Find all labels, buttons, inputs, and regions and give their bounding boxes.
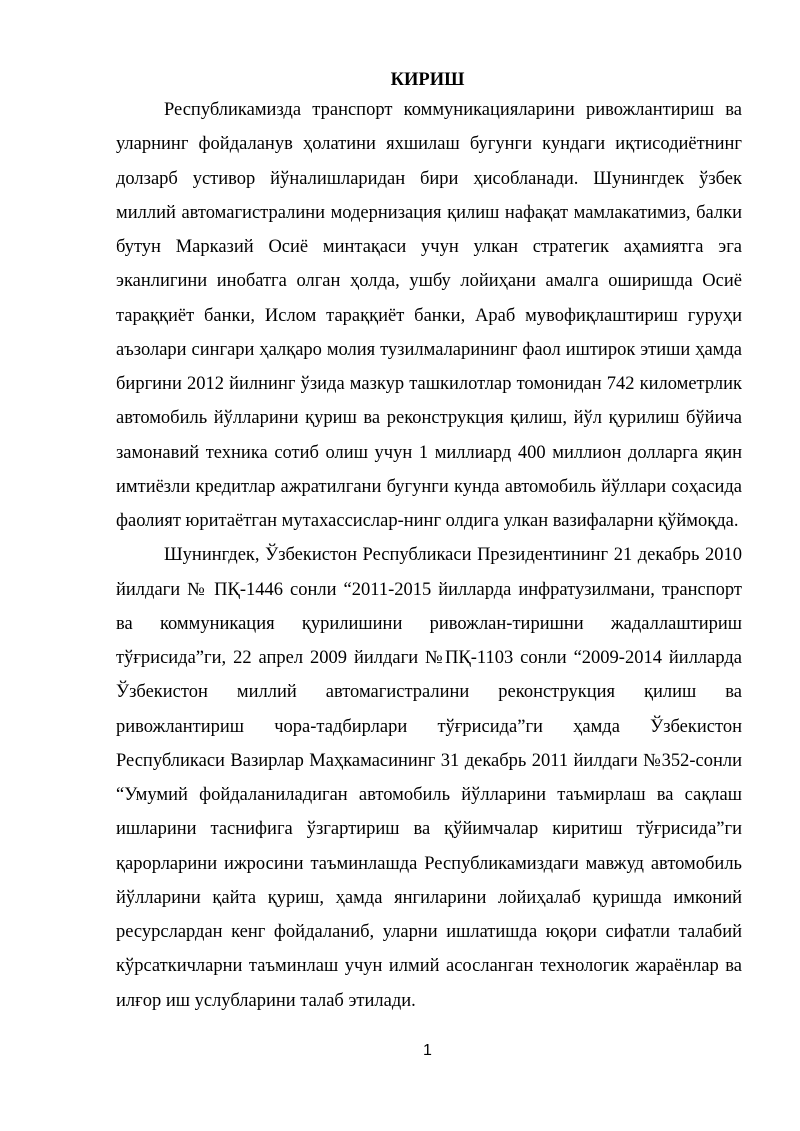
- page-number: 1: [423, 1042, 432, 1059]
- paragraph-1: Республикамизда транспорт коммуникацияларини ривожлантириш ва уларнинг фойдаланув ҳолатини яхшилаш бугунги кундаги иқтисодиётнинг долзарб устивор йўналишларидан бири ҳисобланади. Шунингдек ўзбек миллий автомагистралини модернизация қилиш нафақат мамлакатимиз, балки бутун Марказий Осиё минтақаси учун улкан стратегик аҳамиятга эга эканлигини инобатга олган ҳолда, ушбу лойиҳани амалга оширишда Осиё тараққиёт банки, Ислом тараққиёт банки, Араб мувофиқлаштириш гуруҳи аъзолари сингари ҳалқаро молия тузилмаларининг фаол иштирок этиши ҳамда биргини 2012 йилнинг ўзида мазкур ташкилотлар томонидан 742 километрлик автомобиль йўлларини қуриш ва реконструкция қилиш, йўл қурилиш бўйича замонавий техника сотиб олиш учун 1 миллиард 400 миллион долларга яқин имтиёзли кредитлар ажратилгани бугунги кунда автомобиль йўллари соҳасида фаолият юритаётган мутахассислар-нинг олдига улкан вазифаларни қўймоқда.: [116, 100, 742, 531]
- body-text: [116, 93, 742, 1018]
- paragraph-2: Шунингдек, Ўзбекистон Республикаси Президентининг 21 декабрь 2010 йилдаги № ПҚ-1446 сонли “2011-2015 йилларда инфратузилмани, транспорт ва коммуникация қурилишини ривожлан-тиришни жадаллаштириш тўғрисида”ги, 22 апрел 2009 йилдаги №ПҚ-1103 сонли “2009-2014 йилларда Ўзбекистон миллий автомагистралини реконструкция қилиш ва ривожлантириш чора-тадбирлари тўғрисида”ги ҳамда Ўзбекистон Республикаси Вазирлар Маҳкамасининг 31 декабрь 2011 йилдаги №352-сонли “Умумий фойдаланиладиган автомобиль йўлларини таъмирлаш ва сақлаш ишларини таснифига ўзгартириш ва қўйимчалар киритиш тўғрисида”ги қарорларини ижросини таъминлашда Республикамиздаги мавжуд автомобиль йўлларини қайта қуриш, ҳамда янгиларини лойиҳалаб қуришда имконий ресурслардан кенг фойдаланиб, уларни ишлатишда юқори сифатли талабий кўрсаткичларни таъминлаш учун илмий асосланган технологик жараёнлар ва илғор иш услубларини талаб этилади.: [116, 545, 742, 1011]
- page-title: КИРИШ: [390, 70, 465, 90]
